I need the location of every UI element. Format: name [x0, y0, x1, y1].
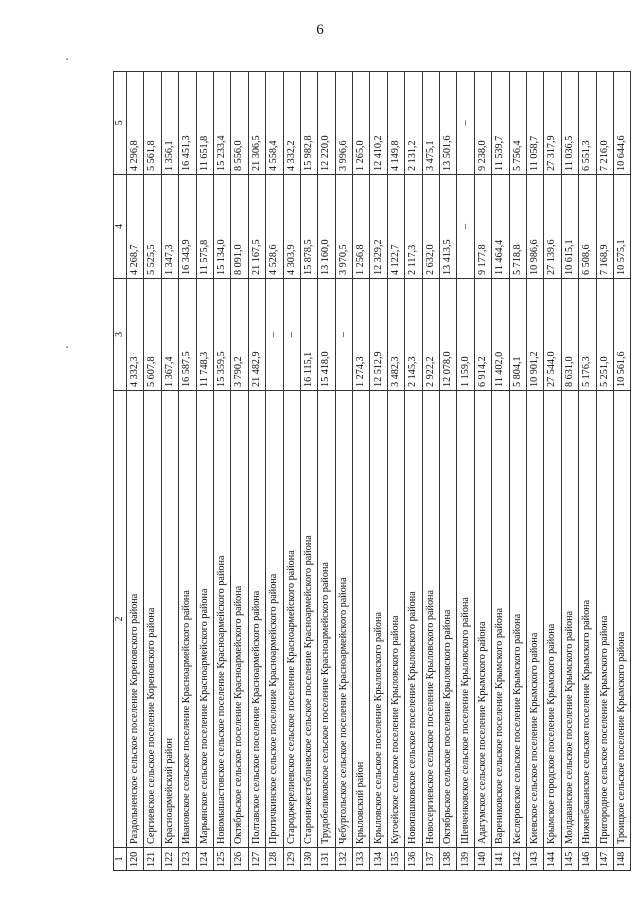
- row-number-cell: 126: [231, 848, 248, 871]
- value-cell: 21 482,9: [248, 279, 265, 391]
- value-cell: 8 631,0: [561, 279, 578, 391]
- table-row: [318, 72, 335, 871]
- municipality-name-cell: Старонижестеблиевское сельское поселение Красноармейского района: [300, 391, 317, 848]
- value-cell: 4 332,3: [127, 279, 144, 391]
- value-cell: 9 177,8: [474, 175, 491, 279]
- municipality-name-cell: Крымское городское поселение Крымского района: [544, 391, 561, 848]
- value-cell: 1 274,3: [353, 279, 370, 391]
- municipality-name-cell: Новосергиевское сельское поселение Крыловского района: [422, 391, 439, 848]
- value-cell: 4 149,8: [387, 72, 404, 175]
- value-cell: 11 575,8: [196, 175, 213, 279]
- row-number-cell: 122: [161, 848, 178, 871]
- row-number-cell: 128: [266, 848, 283, 871]
- table-row: [387, 72, 404, 871]
- value-cell: 15 134,0: [213, 175, 230, 279]
- table-row: [179, 72, 196, 871]
- value-cell: 7 216,0: [596, 72, 613, 175]
- value-cell: 2 145,3: [405, 279, 422, 391]
- value-cell: 13 160,0: [318, 175, 335, 279]
- value-cell: 15 878,5: [300, 175, 317, 279]
- municipality-name-cell: Пригородное сельское поселение Крымского района: [596, 391, 613, 848]
- row-number-cell: 123: [179, 848, 196, 871]
- municipality-name-cell: Чебургольское сельское поселение Красноармейского района: [335, 391, 352, 848]
- row-number-cell: 129: [283, 848, 300, 871]
- value-cell: 4 303,9: [283, 175, 300, 279]
- data-table-frame: [113, 72, 628, 871]
- value-cell: 9 238,0: [474, 72, 491, 175]
- value-cell: 27 544,0: [544, 279, 561, 391]
- municipality-name-cell: Нижнебаканское сельское поселение Крымского района: [579, 391, 596, 848]
- municipality-name-cell: Киевское сельское поселение Крымского района: [526, 391, 543, 848]
- data-table: [113, 71, 631, 871]
- value-cell: 5 756,4: [509, 72, 526, 175]
- row-number-cell: 135: [387, 848, 404, 871]
- value-cell: 16 115,1: [300, 279, 317, 391]
- municipality-name-cell: Марьянское сельское поселение Красноармейского района: [196, 391, 213, 848]
- table-row: [492, 72, 509, 871]
- value-cell: 21 306,5: [248, 72, 265, 175]
- value-cell: 15 359,5: [213, 279, 230, 391]
- table-row: [127, 72, 144, 871]
- value-cell: 5 176,3: [579, 279, 596, 391]
- value-cell: 4 268,7: [127, 175, 144, 279]
- table-row: [422, 72, 439, 871]
- value-cell: 5 607,8: [144, 279, 161, 391]
- value-cell: 11 539,7: [492, 72, 509, 175]
- value-cell: 10 561,6: [613, 279, 630, 391]
- row-number-cell: 142: [509, 848, 526, 871]
- municipality-name-cell: Октябрьское сельское поселение Крыловского района: [440, 391, 457, 848]
- table-row: [144, 72, 161, 871]
- column-header: 5: [114, 72, 127, 175]
- value-cell: 1 367,4: [161, 279, 178, 391]
- municipality-name-cell: Шевченковское сельское поселение Крыловского района: [457, 391, 474, 848]
- value-cell: 15 233,4: [213, 72, 230, 175]
- value-cell: 4 122,7: [387, 175, 404, 279]
- row-number-cell: 120: [127, 848, 144, 871]
- value-cell: 3 996,6: [335, 72, 352, 175]
- value-cell: 4 528,6: [266, 175, 283, 279]
- value-cell: –: [457, 175, 474, 279]
- value-cell: 4 332,2: [283, 72, 300, 175]
- value-cell: 16 343,9: [179, 175, 196, 279]
- table-row: [213, 72, 230, 871]
- value-cell: 5 804,1: [509, 279, 526, 391]
- value-cell: 6 551,3: [579, 72, 596, 175]
- value-cell: 11 464,4: [492, 175, 509, 279]
- value-cell: 3 482,3: [387, 279, 404, 391]
- row-number-cell: 131: [318, 848, 335, 871]
- value-cell: 13 501,6: [440, 72, 457, 175]
- value-cell: 10 644,6: [613, 72, 630, 175]
- value-cell: 8 091,0: [231, 175, 248, 279]
- value-cell: 1 356,1: [161, 72, 178, 175]
- value-cell: 12 329,2: [370, 175, 387, 279]
- value-cell: 2 922,2: [422, 279, 439, 391]
- value-cell: 1 256,8: [353, 175, 370, 279]
- value-cell: 11 651,8: [196, 72, 213, 175]
- table-row: [283, 72, 300, 871]
- table-row: [370, 72, 387, 871]
- value-cell: 2 131,2: [405, 72, 422, 175]
- value-cell: 1 265,0: [353, 72, 370, 175]
- municipality-name-cell: Красноармейский район: [161, 391, 178, 848]
- municipality-name-cell: Октябрьское сельское поселение Красноармейского района: [231, 391, 248, 848]
- row-number-cell: 137: [422, 848, 439, 871]
- row-number-cell: 127: [248, 848, 265, 871]
- row-number-cell: 140: [474, 848, 491, 871]
- row-number-cell: 147: [596, 848, 613, 871]
- municipality-name-cell: Трудобеликовское сельское поселение Красноармейского района: [318, 391, 335, 848]
- row-number-cell: 143: [526, 848, 543, 871]
- municipality-name-cell: Раздольненское сельское поселение Кореновского района: [127, 391, 144, 848]
- value-cell: 10 986,6: [526, 175, 543, 279]
- value-cell: 27 139,6: [544, 175, 561, 279]
- table-row: [613, 72, 630, 871]
- row-number-cell: 145: [561, 848, 578, 871]
- table-row: [457, 72, 474, 871]
- value-cell: 2 632,0: [422, 175, 439, 279]
- value-cell: 5 525,5: [144, 175, 161, 279]
- value-cell: 7 168,9: [596, 175, 613, 279]
- table-row: [353, 72, 370, 871]
- row-number-cell: 148: [613, 848, 630, 871]
- municipality-name-cell: Новомышастовское сельское поселение Красноармейского района: [213, 391, 230, 848]
- municipality-name-cell: Староджерелиевское сельское поселение Красноармейского района: [283, 391, 300, 848]
- value-cell: 27 317,9: [544, 72, 561, 175]
- table-row: [561, 72, 578, 871]
- value-cell: 10 575,1: [613, 175, 630, 279]
- value-cell: 21 167,5: [248, 175, 265, 279]
- value-cell: 16 587,5: [179, 279, 196, 391]
- value-cell: 12 512,9: [370, 279, 387, 391]
- table-row: [335, 72, 352, 871]
- value-cell: 16 451,3: [179, 72, 196, 175]
- table-row: [300, 72, 317, 871]
- table-row: [231, 72, 248, 871]
- value-cell: 5 718,8: [509, 175, 526, 279]
- value-cell: 10 901,2: [526, 279, 543, 391]
- row-number-cell: 124: [196, 848, 213, 871]
- row-number-cell: 144: [544, 848, 561, 871]
- scan-speck: [66, 58, 68, 60]
- row-number-cell: 136: [405, 848, 422, 871]
- value-cell: –: [457, 72, 474, 175]
- table-row: [526, 72, 543, 871]
- municipality-name-cell: Протичкинское сельское поселение Красноармейского района: [266, 391, 283, 848]
- table-row: [248, 72, 265, 871]
- column-header: 3: [114, 279, 127, 391]
- row-number-cell: 141: [492, 848, 509, 871]
- value-cell: 13 413,5: [440, 175, 457, 279]
- value-cell: –: [283, 279, 300, 391]
- column-header: 4: [114, 175, 127, 279]
- table-row: [440, 72, 457, 871]
- value-cell: –: [335, 279, 352, 391]
- row-number-cell: 132: [335, 848, 352, 871]
- table-body: [114, 72, 631, 871]
- rotated-table-container: [113, 72, 628, 871]
- table-row: [509, 72, 526, 871]
- table-row: [405, 72, 422, 871]
- value-cell: 3 475,1: [422, 72, 439, 175]
- table-row: [474, 72, 491, 871]
- value-cell: 3 970,5: [335, 175, 352, 279]
- value-cell: 12 410,2: [370, 72, 387, 175]
- table-header-row: [114, 72, 127, 871]
- municipality-name-cell: Крыловское сельское поселение Крыловского района: [370, 391, 387, 848]
- page-number: 6: [316, 22, 324, 38]
- table-row: [596, 72, 613, 871]
- row-number-cell: 133: [353, 848, 370, 871]
- row-number-cell: 146: [579, 848, 596, 871]
- municipality-name-cell: Молдаванское сельское поселение Крымского района: [561, 391, 578, 848]
- municipality-name-cell: Крыловский район: [353, 391, 370, 848]
- value-cell: 11 058,7: [526, 72, 543, 175]
- value-cell: 4 558,4: [266, 72, 283, 175]
- value-cell: 5 251,0: [596, 279, 613, 391]
- table-row: [266, 72, 283, 871]
- value-cell: 11 748,3: [196, 279, 213, 391]
- value-cell: 3 790,2: [231, 279, 248, 391]
- value-cell: 8 556,0: [231, 72, 248, 175]
- municipality-name-cell: Ивановское сельское поселение Красноармейского района: [179, 391, 196, 848]
- value-cell: 10 615,1: [561, 175, 578, 279]
- row-number-cell: 125: [213, 848, 230, 871]
- row-number-cell: 138: [440, 848, 457, 871]
- municipality-name-cell: Кугоейское сельское поселение Крыловского района: [387, 391, 404, 848]
- table-row: [196, 72, 213, 871]
- scan-speck: [66, 346, 68, 348]
- column-header: 2: [114, 391, 127, 848]
- municipality-name-cell: Сергиевское сельское поселение Кореновского района: [144, 391, 161, 848]
- row-number-cell: 134: [370, 848, 387, 871]
- municipality-name-cell: Полтавское сельское поселение Красноармейского района: [248, 391, 265, 848]
- row-number-cell: 130: [300, 848, 317, 871]
- municipality-name-cell: Новопашковское сельское поселение Крыловского района: [405, 391, 422, 848]
- value-cell: 15 418,0: [318, 279, 335, 391]
- value-cell: 6 914,2: [474, 279, 491, 391]
- value-cell: 11 036,5: [561, 72, 578, 175]
- value-cell: 1 159,0: [457, 279, 474, 391]
- value-cell: 4 296,8: [127, 72, 144, 175]
- value-cell: 12 220,0: [318, 72, 335, 175]
- value-cell: 15 982,8: [300, 72, 317, 175]
- municipality-name-cell: Кеслеровское сельское поселение Крымского района: [509, 391, 526, 848]
- table-row: [161, 72, 178, 871]
- municipality-name-cell: Троицкое сельское поселение Крымского района: [613, 391, 630, 848]
- row-number-cell: 139: [457, 848, 474, 871]
- value-cell: 2 117,3: [405, 175, 422, 279]
- municipality-name-cell: Адагумское сельское поселение Крымского района: [474, 391, 491, 848]
- value-cell: 11 402,0: [492, 279, 509, 391]
- municipality-name-cell: Варениковское сельское поселение Крымского района: [492, 391, 509, 848]
- value-cell: 1 347,3: [161, 175, 178, 279]
- row-number-cell: 121: [144, 848, 161, 871]
- column-header: 1: [114, 848, 127, 871]
- value-cell: 5 561,8: [144, 72, 161, 175]
- table-row: [544, 72, 561, 871]
- table-row: [579, 72, 596, 871]
- value-cell: 6 508,6: [579, 175, 596, 279]
- value-cell: 12 078,0: [440, 279, 457, 391]
- value-cell: –: [266, 279, 283, 391]
